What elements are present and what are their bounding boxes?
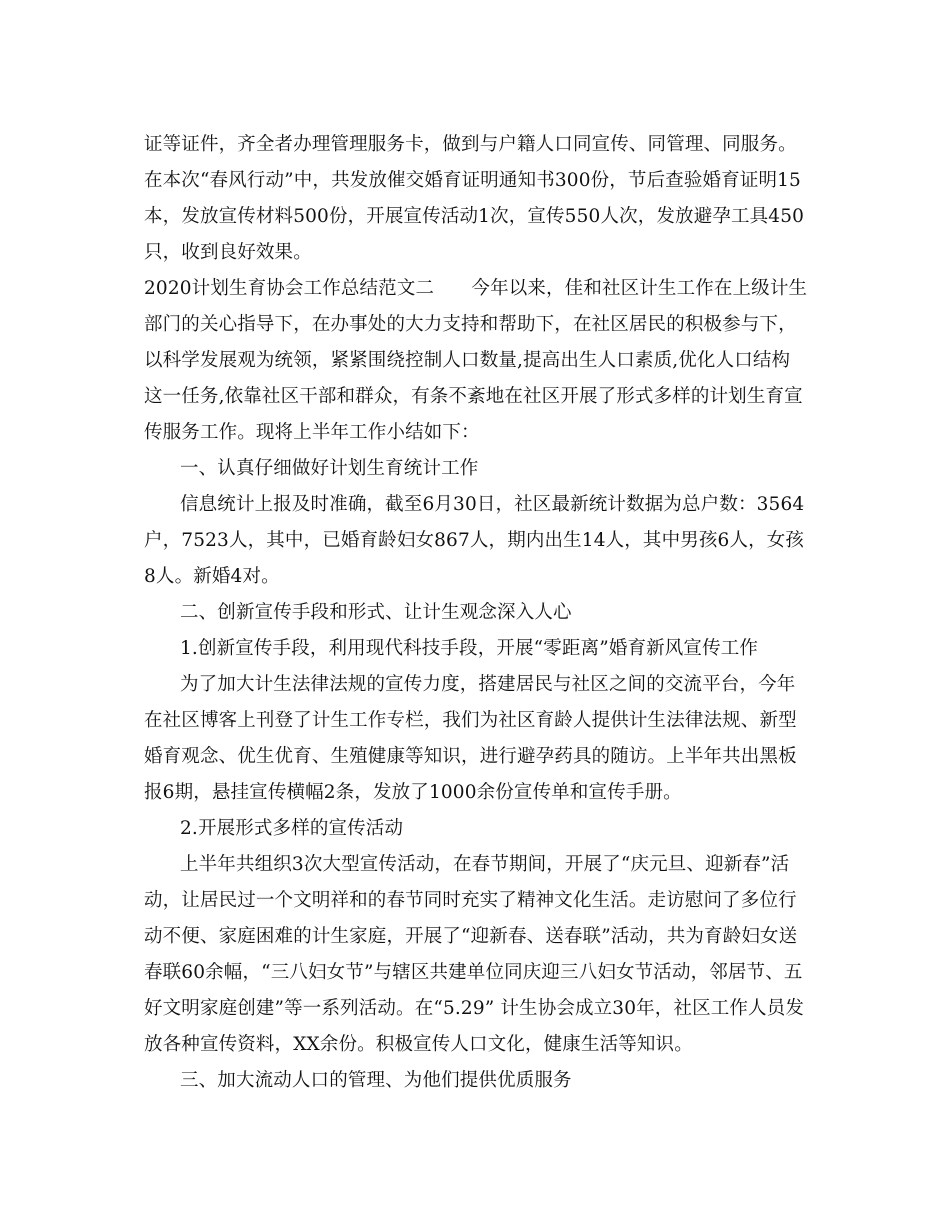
subsection-heading: 2.开展形式多样的宣传活动 [180,818,404,839]
text-line: 只，收到良好效果。 [144,242,312,263]
section-heading: 二、创新宣传手段和形式、让计生观念深入人心 [180,602,572,623]
paragraph-start: 上半年共组织3次大型宣传活动，在春节期间，开展了“庆元旦、迎新春”活 [180,854,790,875]
text-line: 婚育观念、优生优育、生殖健康等知识，进行避孕药具的随访。上半年共出黑板 [144,746,797,767]
text-line: 报6期，悬挂宣传横幅2条，发放了1000余份宣传单和宣传手册。 [144,782,682,803]
subsection-heading: 1.创新宣传手段，利用现代科技手段，开展“零距离”婚育新风宣传工作 [180,638,759,659]
text-line: 户，7523人，其中，已婚育龄妇女867人，期内出生14人，其中男孩6人，女孩 [144,530,805,551]
section-heading: 一、认真仔细做好计划生育统计工作 [180,458,479,479]
text-line: 传服务工作。现将上半年工作小结如下： [144,422,480,443]
text-line: 好文明家庭创建”等一系列活动。在“5.29” 计生协会成立30年，社区工作人员发 [144,998,804,1019]
paragraph-start: 信息统计上报及时准确，截至6月30日，社区最新统计数据为总户数：3564 [180,494,805,515]
text-line: 本，发放宣传材料500份，开展宣传活动1次，宣传550人次，发放避孕工具450 [144,206,805,227]
text-line: 动，让居民过一个文明祥和的春节同时充实了精神文化生活。走访慰问了多位行 [144,890,797,911]
text-line: 以科学发展观为统领，紧紧围绕控制人口数量,提高出生人口素质,优化人口结构 [144,350,791,371]
text-line: 证等证件，齐全者办理管理服务卡，做到与户籍人口同宣传、同管理、同服务。 [144,134,797,155]
paragraph-start: 为了加大计生法律法规的宣传力度，搭建居民与社区之间的交流平台，今年 [180,674,796,695]
section-heading: 三、加大流动人口的管理、为他们提供优质服务 [180,1070,572,1091]
text-line: 春联60余幅，“三八妇女节”与辖区共建单位同庆迎三八妇女节活动，邻居节、五 [144,962,803,983]
text-line: 放各种宣传资料，XX余份。积极宣传人口文化，健康生活等知识。 [144,1034,693,1055]
text-line: 在本次“春风行动”中，共发放催交婚育证明通知书300份，节后查验婚育证明15 [144,170,801,191]
text-line: 部门的关心指导下，在办事处的大力支持和帮助下，在社区居民的积极参与下， [144,314,797,335]
text-line: 动不便、家庭困难的计生家庭，开展了“迎新春、送春联”活动，共为育龄妇女送 [144,926,798,947]
text-line: 在社区博客上刊登了计生工作专栏，我们为社区育龄人提供计生法律法规、新型 [144,710,797,731]
text-line: 这一任务,依靠社区干部和群众，有条不紊地在社区开展了形式多样的计划生育宣 [144,386,803,407]
section-title-line: 2020计划生育协会工作总结范文二 今年以来，佳和社区计生工作在上级计生 [144,278,808,299]
text-line: 8人。新婚4对。 [144,566,280,587]
